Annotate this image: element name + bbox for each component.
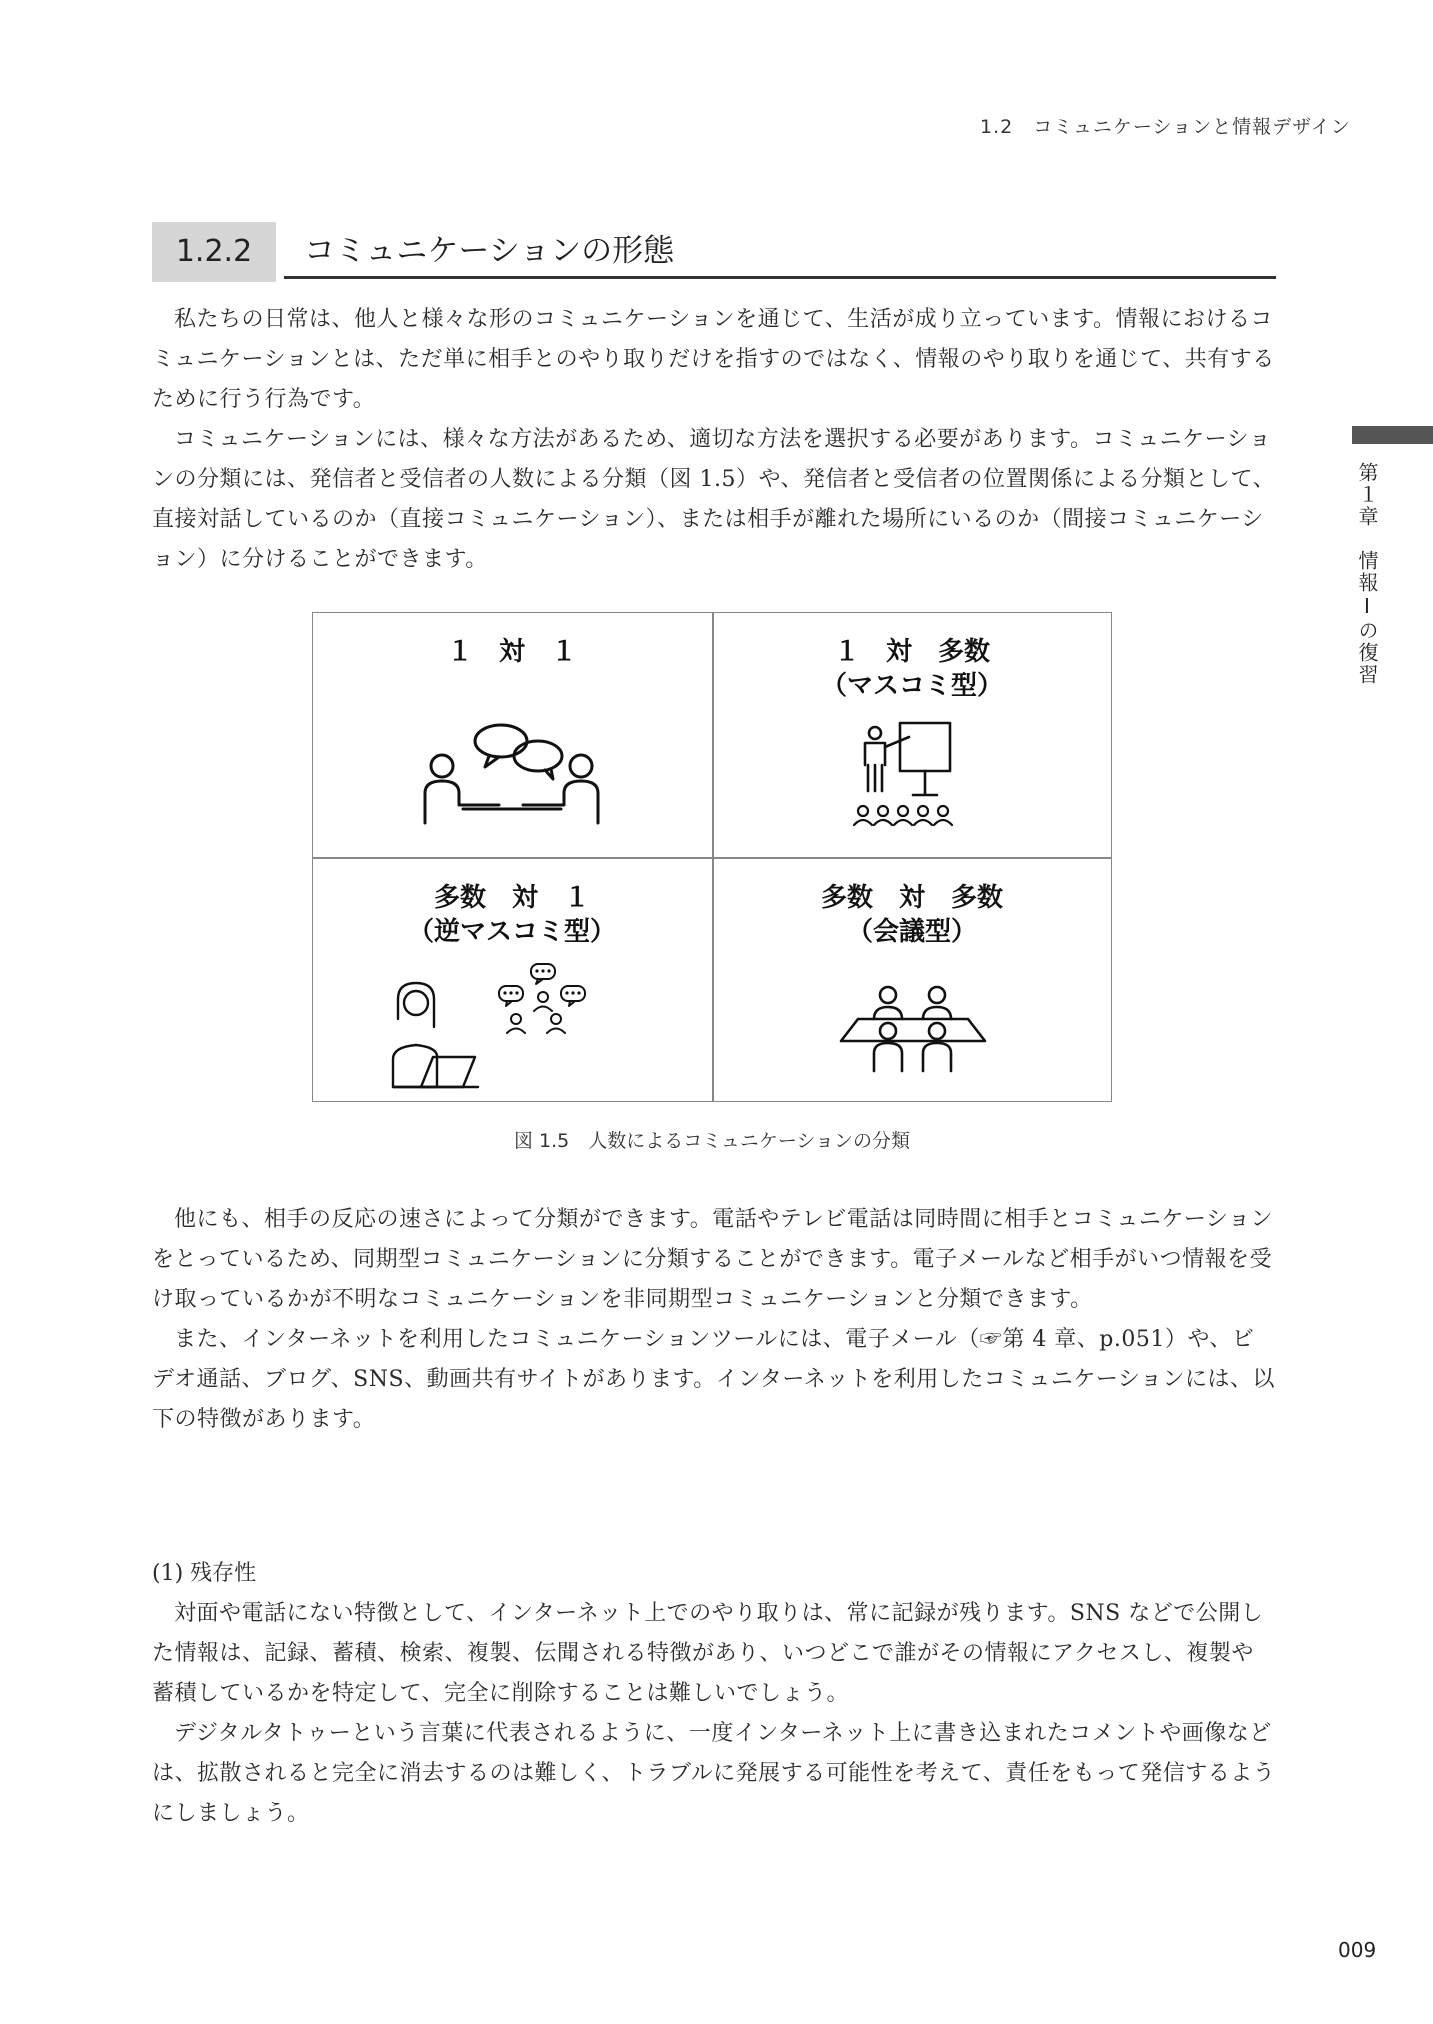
paragraph: 他にも、相手の反応の速さによって分類ができます。電話やテレビ電話は同時間に相手とコミュニケーションをとっているため、同期型コミュニケーションに分類することができます。電子メールなど相手がいつ情報を受け取っているかが不明なコミュニケーションを非同期型コミュニケーションと分類できます。 [152, 1207, 1273, 1312]
body-text-mid [152, 1200, 1276, 1440]
cell-title: １ 対 １ [446, 637, 577, 667]
presenter-audience-icon [713, 613, 1111, 857]
page-number: 009 [1338, 1938, 1377, 1962]
paragraph: また、インターネットを利用したコミュニケーションツールには、電子メール（☞第 4 章、p.051）や、ビデオ通話、ブログ、SNS、動画共有サイトがあります。インターネットを利用したコミュニケーションには、以下の特徴があります。 [152, 1327, 1275, 1432]
section-title: コミュニケーションの形態 [284, 222, 1276, 279]
figure-communication-types [312, 612, 1112, 1102]
figure-caption: 図 1.5 人数によるコミュニケーションの分類 [513, 1130, 911, 1152]
paragraph: 私たちの日常は、他人と様々な形のコミュニケーションを通じて、生活が成り立っています。情報におけるコミュニケーションとは、ただ単に相手とのやり取りだけを指すのではなく、情報のやり取りを通じて、共有するために行う行為です。 [152, 307, 1275, 412]
figure-cell-one-to-many [713, 613, 1111, 857]
two-people-talking-icon [313, 613, 711, 857]
paragraph: 対面や電話にない特徴として、インターネット上でのやり取りは、常に記録が残ります。SNS などで公開した情報は、記録、蓄積、検索、複製、伝聞される特徴があり、いつどこで誰がその情報にアクセスし、複製や蓄積しているかを特定して、完全に削除することは難しいでしょう。 [152, 1601, 1264, 1706]
cell-title: 多数 対 １ （逆マスコミ型） [407, 883, 616, 947]
running-header: 1.2 コミュニケーションと情報デザイン [980, 116, 1351, 138]
paragraph: コミュニケーションには、様々な方法があるため、適切な方法を選択する必要があります。コミュニケーションの分類には、発信者と受信者の人数による分類（図 1.5）や、発信者と受信者の位置関係による分類として、直接対話しているのか（直接コミュニケーション）、または相手が離れた場所にいるのか（間接コミュニケーション）に分けることができます。 [152, 427, 1276, 572]
section-heading [152, 222, 1276, 282]
cell-title: １ 対 多数 （マスコミ型） [820, 637, 1003, 701]
many-to-one-icon [313, 859, 711, 1103]
figure-cell-many-to-many [713, 859, 1111, 1103]
chapter-side-label: 第１章 情報Ⅰの復習 [1355, 462, 1379, 686]
subsection-heading: (1) 残存性 [152, 1561, 257, 1586]
meeting-table-icon [713, 859, 1111, 1103]
chapter-tab-marker [1352, 426, 1433, 444]
body-text-bottom [152, 1594, 1276, 1834]
figure-cell-one-to-one [313, 613, 711, 857]
body-text-top [152, 300, 1276, 580]
section-number: 1.2.2 [152, 222, 276, 282]
paragraph: デジタルタトゥーという言葉に代表されるように、一度インターネット上に書き込まれたコメントや画像などは、拡散されると完全に消去するのは難しく、トラブルに発展する可能性を考えて、責任をもって発信するようにしましょう。 [152, 1721, 1276, 1826]
figure-cell-many-to-one [313, 859, 711, 1103]
cell-title: 多数 対 多数 （会議型） [820, 883, 1003, 947]
